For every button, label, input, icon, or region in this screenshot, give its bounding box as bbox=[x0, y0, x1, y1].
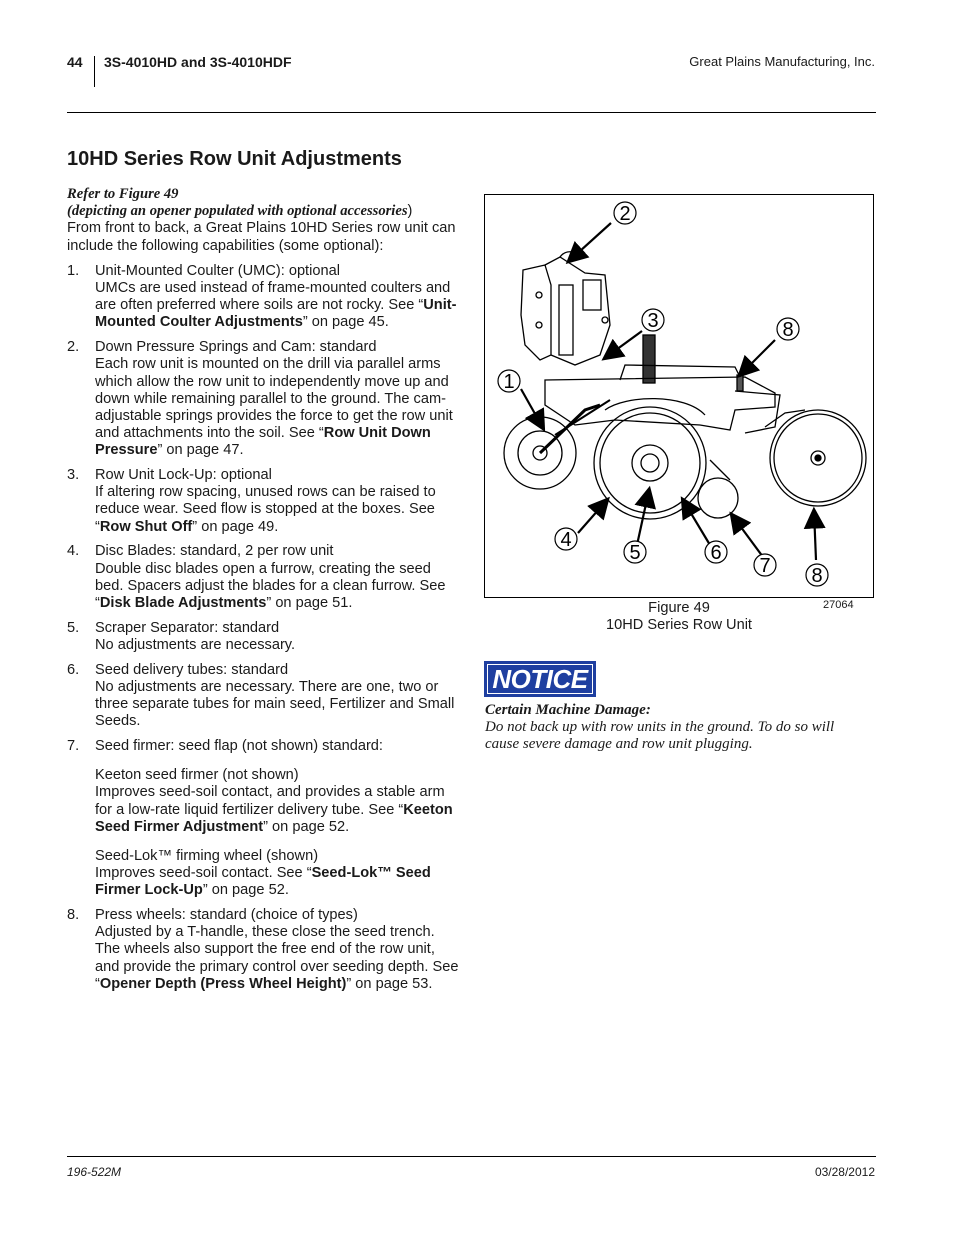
list-item: 2. Down Pressure Springs and Cam: standard Each row unit is mounted on the drill via parallel arms which allow the row unit to independently move up and down while remaining parallel to the ground. The cam-adjustable springs provides the force to get the row unit and attachments into the soil. See “Row Unit Down Pressure” on page 47. bbox=[67, 339, 453, 459]
svg-text:7: 7 bbox=[759, 555, 771, 577]
footer-rule bbox=[67, 1156, 876, 1157]
callout-3 bbox=[642, 309, 664, 332]
callout-1 bbox=[498, 370, 520, 393]
svg-text:8: 8 bbox=[782, 319, 794, 341]
document-number: 196-522M bbox=[67, 1165, 122, 1179]
callout-8-top bbox=[777, 318, 799, 341]
list-item: 4. Disc Blades: standard, 2 per row unit Double disc blades open a furrow, creating the seed bed. Spacers adjust the blades for a clean furrow. See “Disk Blade Adjustments” on page 51. bbox=[67, 543, 446, 611]
svg-text:5: 5 bbox=[629, 542, 641, 564]
list-item: 5. Scraper Separator: standard No adjustments are necessary. bbox=[67, 619, 296, 653]
link-opener-depth[interactable]: Opener Depth (Press Wheel Height) bbox=[99, 975, 347, 992]
notice-body: Do not back up with row units in the ground. To do so will cause severe damage and row unit plugging. bbox=[485, 719, 835, 753]
svg-text:8: 8 bbox=[811, 565, 823, 587]
callout-4 bbox=[555, 528, 577, 551]
svg-text:6: 6 bbox=[710, 542, 722, 564]
svg-text:2: 2 bbox=[619, 203, 631, 225]
link-keeton-seed-firmer[interactable]: Keeton Seed Firmer Adjustment bbox=[95, 801, 453, 835]
link-row-unit-down-pressure[interactable]: Row Unit Down Pressure bbox=[95, 425, 431, 459]
left-column bbox=[67, 186, 459, 1001]
publication-date: 03/28/2012 bbox=[814, 1165, 875, 1179]
svg-text:1: 1 bbox=[503, 371, 515, 393]
list-item: 8. Press wheels: standard (choice of types) Adjusted by a T-handle, these close the seed trench. The wheels also support the free end of the row unit, and provide the primary control over seeding depth. See “Opener Depth (Press Wheel Height)” on page 53. bbox=[67, 907, 459, 992]
row-unit-diagram bbox=[485, 195, 873, 597]
notice-message bbox=[485, 702, 865, 754]
notice-badge: NOTICE bbox=[484, 661, 596, 697]
svg-text:3: 3 bbox=[647, 310, 659, 332]
list-item: 7. Seed firmer: seed flap (not shown) standard: Keeton seed firmer (not shown) Improves seed-soil contact, and provides a stable arm for a low-rate liquid fertilizer delivery tube. See “Keeton Seed Firmer Adjustment” on page 52. Seed-Lok™ firming wheel (shown) Improves seed-soil contact. See “Seed-Lok™ Seed Firmer Lock-Up” on page 52. bbox=[67, 737, 453, 899]
callout-2 bbox=[614, 202, 636, 225]
page-number: 44 bbox=[67, 54, 83, 70]
svg-text:4: 4 bbox=[560, 529, 572, 551]
figure-reference: Refer to Figure 49 bbox=[67, 186, 179, 202]
figure-number: 27064 bbox=[823, 599, 854, 611]
link-umc-adjustments[interactable]: Unit-Mounted Coulter Adjustments bbox=[95, 297, 457, 331]
intro-paragraph: From front to back, a Great Plains 10HD Series row unit can include the following capabilities (some optional): bbox=[67, 220, 456, 254]
section-title: 10HD Series Row Unit Adjustments bbox=[67, 148, 402, 170]
header-divider bbox=[94, 56, 95, 87]
link-disk-blade-adjustments[interactable]: Disk Blade Adjustments bbox=[99, 594, 267, 611]
callout-5 bbox=[624, 541, 646, 564]
link-seed-lok-lock-up[interactable]: Seed-Lok™ Seed Firmer Lock-Up bbox=[95, 865, 431, 899]
company-name: Great Plains Manufacturing, Inc. bbox=[689, 54, 875, 69]
notice-heading: Certain Machine Damage: bbox=[485, 702, 651, 718]
header-rule bbox=[67, 112, 876, 113]
list-item: 3. Row Unit Lock-Up: optional If altering row spacing, unused rows can be raised to reduce wear. Seed flow is stopped at the boxes. See “Row Shut Off” on page 49. bbox=[67, 467, 436, 535]
callout-6 bbox=[705, 541, 727, 564]
list-item: 1. Unit-Mounted Coulter (UMC): optional UMCs are used instead of frame-mounted coulters and are often preferred where soils are not rocky. See “Unit-Mounted Coulter Adjustments” on page 45. bbox=[67, 262, 457, 331]
figure-caption: Figure 49 10HD Series Row Unit bbox=[606, 600, 752, 634]
figure-reference-note: (depicting an opener populated with optional accessories) bbox=[67, 203, 413, 220]
model-title: 3S-4010HD and 3S-4010HDF bbox=[104, 54, 292, 70]
capability-list bbox=[67, 263, 459, 993]
callout-8-bottom bbox=[806, 564, 828, 587]
figure-49 bbox=[484, 194, 874, 598]
list-item: 6. Seed delivery tubes: standard No adjustments are necessary. There are one, two or three separate tubes for main seed, Fertilizer and Small Seeds. bbox=[67, 661, 455, 730]
callout-7 bbox=[754, 554, 776, 577]
link-row-shut-off[interactable]: Row Shut Off bbox=[99, 518, 193, 535]
